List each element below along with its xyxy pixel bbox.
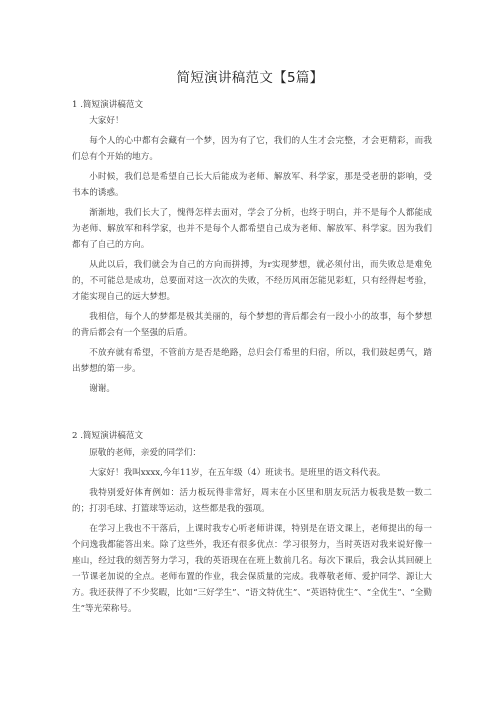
- paragraph: 从此以后，我们就会为自己的方向而拼搏，为r实现梦想，就必须付出，而失败总是难免的，不可能总是成功，总要面对这一次次的失败，不经历风雨怎能见彩虹，只有经得起考验，才能实现自己的远大梦想。: [72, 260, 432, 302]
- paragraph: 每个人的心中都有会藏有一个梦，因为有了它，我们的人生才会完整，才会更精彩，而我们总有个开始的地方。: [72, 136, 432, 162]
- section-heading-2: 2 .简短演讲稿范文: [72, 431, 144, 441]
- paragraph: 大家好！我叫xxxx,今年11岁，在五年级（4）班读书。是班里的语文科代表。: [89, 468, 386, 478]
- paragraph: 谢谢。: [89, 384, 115, 394]
- section-body-1: [72, 113, 432, 401]
- paragraph: 不放弃就有希望，不管前方是否是绝路，总归会仃希里的归宿，所以，我们鼓起勇气，踏出梦想的第一步。: [72, 348, 432, 374]
- paragraph: 小时候，我们总是希望自己长大后能成为老师、解放军、科学家，那是受老册的影响，受书本的诱惑。: [72, 172, 432, 198]
- paragraph: 渐渐地，我们长大了，愧得怎样去面对，学会了分析，也终于明白，并不是每个人都能成为老师、解放军和科学家，也并不是每个人都希望自己成为老师、解放军、科学家。因为我们都有了自己的方向。: [72, 208, 432, 250]
- paragraph: 原敬的老师，亲爱的同学们：: [89, 448, 201, 458]
- paragraph: 在学习上我也不干落后，上课时我专心听老师讲课，特别是在语文课上，老师提出的每一个问逸我都能答出来。除了这些外，我还有很多优点：学习很努力，当时英语对我来说好像一座山，经过我的刻苦努力学习，我的英语现在在班上数前几名。每次下课后，我会认其回硬上一节课老加说的全点。老师布置的作业，我会保质量的完成。我尊敬老师、爱护同学、源让大方。我还获得了不少奖暇，比如“三好学生”、“语文特优生”、“英语特优生”、“全优生”、“全勤生”等光荣称号。: [72, 524, 432, 614]
- paragraph: 我特别爱好体育例如：活力板玩得非常好，周末在小区里和朋友玩活力板我是数一数二的；打羽毛球、打篮球等运动，这些都是我的强项。: [72, 488, 432, 514]
- paragraph: 我相信，每个人的梦都是极其美丽的，每个梦想的背后都会有一段小小的故事，每个梦想的背后都会有一个坚强的后盾。: [72, 312, 432, 338]
- section-heading-1: 1 .简短演讲稿范文: [72, 100, 144, 110]
- section-body-2: [72, 445, 432, 621]
- paragraph: 大家好！: [89, 116, 124, 126]
- page-title: 简短演讲稿范文【5篇】: [176, 70, 324, 86]
